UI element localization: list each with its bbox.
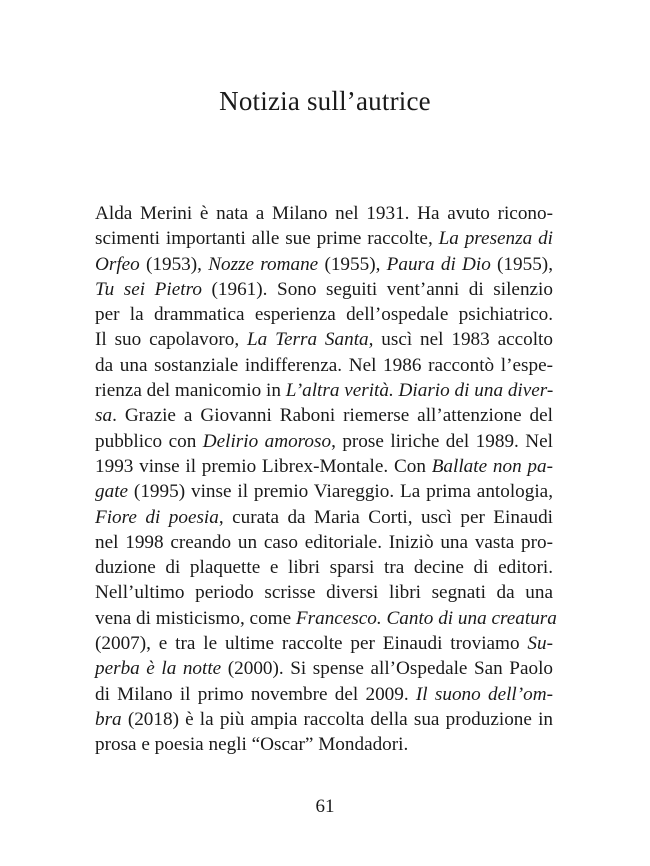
page-number: 61 — [315, 796, 335, 817]
italic-title-segment: Ballate non pa- — [431, 455, 553, 477]
text-line — [95, 277, 553, 302]
text-segment: Il suo capolavoro, — [95, 329, 247, 351]
text-line — [95, 378, 553, 403]
italic-title-segment: La Terra Santa, — [246, 329, 374, 351]
italic-title-segment: Il suono dell’om- — [415, 683, 553, 705]
text-segment: (1961). Sono seguiti vent’anni di silenzio — [201, 278, 553, 300]
text-segment: (2000). Si spense all’Ospedale San Paolo — [221, 658, 553, 680]
text-segment: (1955), — [490, 253, 553, 275]
text-segment: (1955), — [318, 253, 387, 275]
text-segment: prosa e poesia negli “Oscar” Mondadori. — [95, 734, 409, 756]
text-segment: (1995) vinse il premio Viareggio. La prima antologia, — [128, 481, 553, 503]
text-segment: da una sostanziale indifferenza. Nel 1986 raccontò l’espe- — [95, 354, 553, 376]
text-line — [95, 302, 553, 327]
text-segment: per la drammatica esperienza dell’ospedale psichiatrico. — [95, 304, 553, 326]
page-title: Notizia sull’autrice — [219, 86, 431, 116]
text-segment: , prose liriche del 1989. Nel — [331, 430, 553, 452]
text-line — [95, 353, 553, 378]
text-line — [95, 656, 553, 681]
text-segment: duzione di plaquette e libri sparsi tra decine di editori. — [95, 557, 553, 579]
italic-title-segment: Tu sei Pietro — [95, 278, 202, 300]
text-segment: scimenti importanti alle sue prime raccolte, — [95, 228, 439, 250]
text-segment: (1953), — [139, 253, 209, 275]
text-segment: . Grazie a Giovanni Raboni riemerse all’attenzione del — [112, 405, 553, 427]
text-segment: pubblico con — [95, 430, 203, 452]
text-line — [95, 606, 557, 631]
text-segment: 1993 vinse il premio Librex-Montale. Con — [95, 455, 432, 477]
italic-title-segment: perba è la notte — [95, 658, 222, 680]
italic-title-segment: La presenza di — [438, 228, 553, 250]
text-line — [95, 403, 553, 428]
text-line — [95, 580, 553, 605]
text-line — [95, 226, 553, 251]
text-segment: (2007), e tra le ultime raccolte per Einaudi troviamo — [95, 633, 528, 655]
text-line — [95, 327, 553, 352]
text-segment: rienza del manicomio in — [95, 380, 286, 402]
italic-title-segment: Paura di Dio — [386, 253, 491, 275]
text-segment: Nell’ultimo periodo scrisse diversi libri segnati da una — [95, 582, 553, 604]
text-line — [95, 429, 553, 454]
italic-title-segment: Fiore di poesia — [95, 506, 219, 528]
text-segment: uscì nel 1983 accolto — [373, 329, 553, 351]
text-segment: di Milano il primo novembre del 2009. — [95, 683, 416, 705]
text-segment: , curata da Maria Corti, uscì per Einaudi — [218, 506, 553, 528]
text-line — [95, 530, 553, 555]
text-line — [95, 555, 553, 580]
text-line — [95, 454, 553, 479]
text-line — [95, 732, 553, 757]
text-line — [95, 479, 553, 504]
italic-title-segment: Francesco. Canto di una creatura — [295, 607, 557, 629]
text-segment: (2018) è la più ampia raccolta della sua produzione in — [121, 708, 553, 730]
italic-title-segment: sa — [95, 405, 113, 427]
text-line — [95, 707, 553, 732]
italic-title-segment: Nozze romane — [208, 253, 319, 275]
text-line — [95, 201, 553, 226]
text-line — [95, 631, 553, 656]
text-line — [95, 682, 553, 707]
italic-title-segment: L’altra verità. Diario di una diver- — [285, 380, 554, 402]
text-line — [95, 252, 553, 277]
text-segment: Alda Merini è nata a Milano nel 1931. Ha avuto ricono- — [95, 203, 553, 224]
author-note-paragraph — [95, 201, 557, 758]
italic-title-segment: gate — [95, 481, 129, 503]
text-line — [95, 505, 553, 530]
italic-title-segment: Orfeo — [95, 253, 140, 275]
italic-title-segment: bra — [95, 708, 122, 730]
italic-title-segment: Delirio amoroso — [202, 430, 332, 452]
italic-title-segment: Su- — [527, 633, 553, 655]
text-segment: vena di misticismo, come — [95, 607, 296, 629]
text-segment: nel 1998 creando un caso editoriale. Iniziò una vasta pro- — [95, 531, 553, 553]
